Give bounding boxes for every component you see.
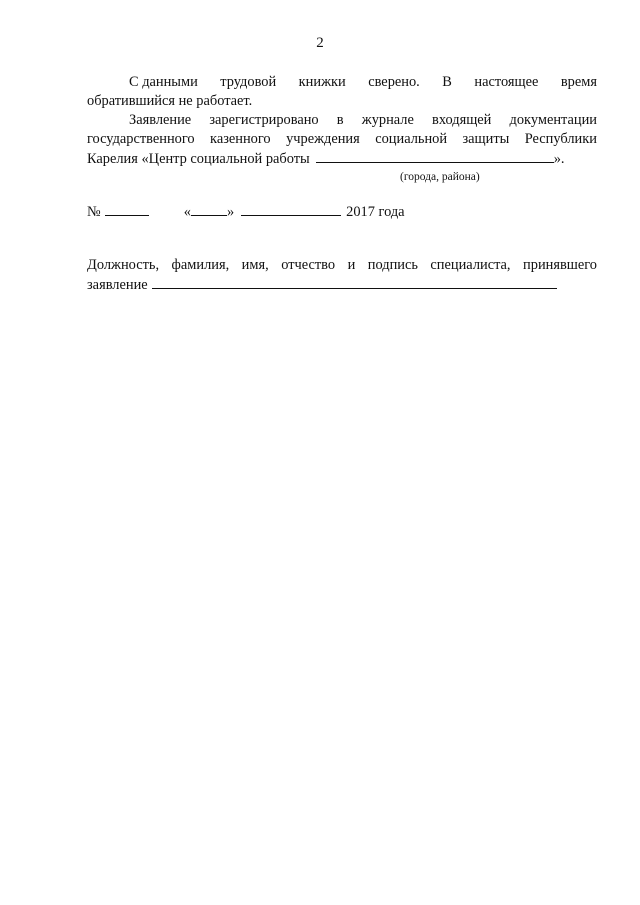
day-field[interactable] — [191, 202, 227, 216]
word: документации — [509, 112, 597, 128]
number-sign: № — [87, 204, 101, 220]
signature-line2 — [87, 275, 597, 295]
word: Республики — [524, 131, 597, 147]
signature-line1 — [87, 256, 597, 275]
word: социальной — [375, 131, 448, 147]
word: специалиста, — [430, 257, 511, 273]
word: зарегистрировано — [209, 112, 319, 128]
word: книжки — [298, 74, 346, 90]
registration-number-field[interactable] — [105, 202, 149, 216]
word: подпись — [367, 257, 418, 273]
city-district-field[interactable] — [316, 149, 554, 163]
center-name-prefix: Карелия «Центр социальной работы — [87, 151, 310, 167]
paragraph-work-record — [87, 73, 597, 111]
application-label: заявление — [87, 277, 148, 293]
word: казенного — [210, 131, 271, 147]
open-quote: « — [183, 204, 191, 220]
word: Заявление — [129, 112, 192, 128]
word: в — [336, 112, 344, 128]
word: учреждения — [286, 131, 360, 147]
word: входящей — [432, 112, 492, 128]
word: имя, — [241, 257, 269, 273]
year-text: 2017 года — [346, 204, 405, 220]
paragraph2-line1 — [87, 111, 597, 130]
word: В — [442, 74, 452, 90]
paragraph1-line2: обратившийся не работает. — [87, 93, 253, 109]
word: отчество — [281, 257, 336, 273]
specialist-signature-field[interactable] — [152, 275, 557, 289]
paragraph2-line3 — [87, 149, 597, 169]
registration-line — [87, 202, 597, 222]
word: фамилия, — [171, 257, 230, 273]
paragraph-registration — [87, 111, 597, 184]
word: время — [560, 74, 597, 90]
paragraph1-line1 — [87, 73, 597, 92]
word: журнале — [361, 112, 414, 128]
document-body — [87, 73, 597, 295]
word: принявшего — [523, 257, 597, 273]
city-district-caption: (города, района) — [400, 171, 480, 183]
month-field[interactable] — [241, 202, 341, 216]
center-name-suffix: ». — [553, 151, 565, 167]
word: трудовой — [220, 74, 277, 90]
paragraph2-line2 — [87, 130, 597, 149]
word: настоящее — [474, 74, 539, 90]
word: сверено. — [368, 74, 420, 90]
signature-block — [87, 256, 597, 295]
word: защиты — [462, 131, 510, 147]
word: Должность, — [87, 257, 160, 273]
word: С данными — [129, 74, 198, 90]
word: государственного — [87, 131, 195, 147]
page-number: 2 — [316, 35, 324, 51]
close-quote: » — [226, 204, 235, 220]
word: и — [347, 257, 356, 273]
